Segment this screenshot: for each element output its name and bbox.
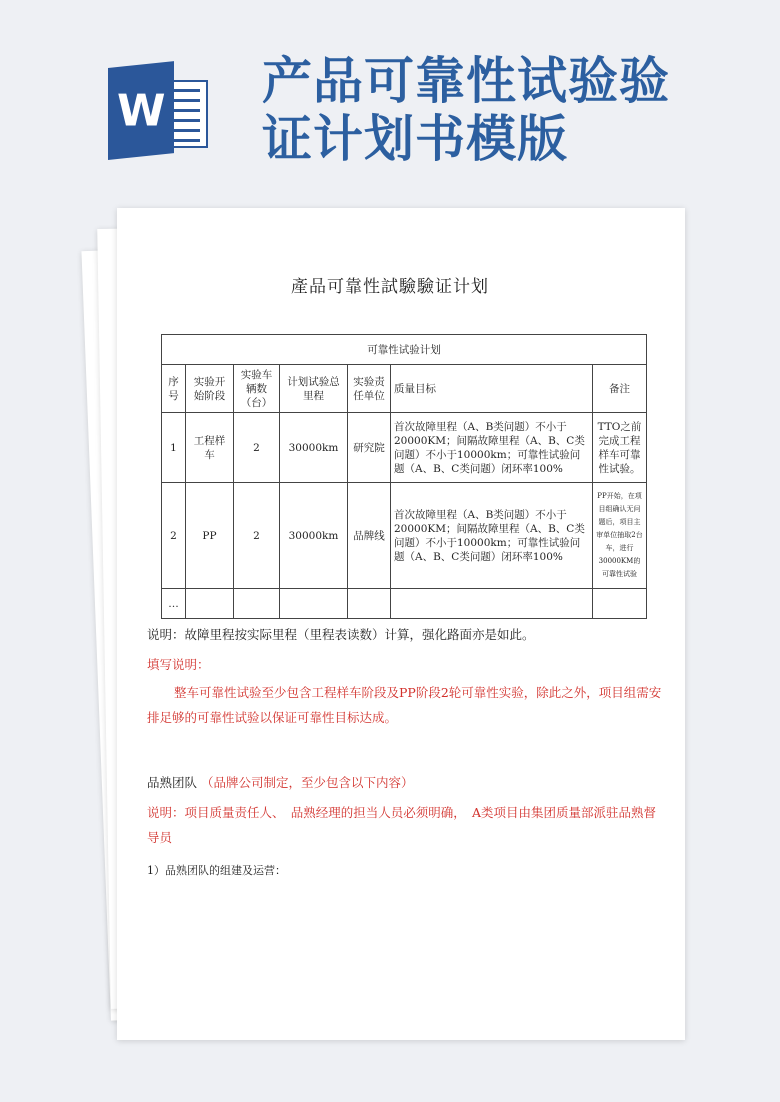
reliability-plan-table [161,334,647,619]
table-row [162,413,647,483]
fill-instructions: 整车可靠性试验至少包含工程样车阶段及PP阶段2轮可靠性实验，除此之外，项目组需安排足够的可靠性试验以保证可靠性目标达成。 [147,685,662,725]
cell-count [234,589,280,619]
header-unit: 实验责任单位 [348,365,391,413]
cell-note: PP开始，在项目组确认无问题后，项目主审单位抽取2台车，进行30000KM的可靠性试验 [593,483,647,589]
item-1-heading: 1）品熟团队的组建及运营： [147,864,286,877]
cell-stage: PP [186,483,234,589]
cell-mileage: 30000km [280,483,348,589]
fill-heading: 填写说明： [147,657,210,672]
table-row [162,589,647,619]
cell-note [593,589,647,619]
word-logo-icon [108,68,208,160]
cell-stage: 工程样车 [186,413,234,483]
cell-target: 首次故障里程（A、B类问题）不小于20000KM；间隔故障里程（A、B、C类问题）不小于10000km；可靠性试验问题（A、B、C类问题）闭环率100% [391,483,593,589]
cell-note: TTO之前完成工程样车可靠性试验。 [593,413,647,483]
cell-count: 2 [234,483,280,589]
cell-unit: 研究院 [348,413,391,483]
header-stage: 实验开始阶段 [186,365,234,413]
header-target: 质量目标 [391,365,593,413]
cell-no: … [162,589,186,619]
table-caption: 可靠性试验计划 [162,335,647,365]
team-heading-line [147,773,414,791]
cell-target: 首次故障里程（A、B类问题）不小于20000KM；间隔故障里程（A、B、C类问题）不小于10000km；可靠性试验问题（A、B、C类问题）闭环率100% [391,413,593,483]
table-row [162,483,647,589]
cell-stage [186,589,234,619]
header-note: 备注 [593,365,647,413]
cell-unit [348,589,391,619]
team-heading-note: （品牌公司制定，至少包含以下内容） [201,775,414,790]
cell-unit: 品牌线 [348,483,391,589]
banner-title: 产品可靠性试验验证计划书模版 [262,52,670,168]
word-logo-letter: W [116,85,166,137]
cell-mileage: 30000km [280,413,348,483]
team-heading: 品熟团队 [147,775,198,790]
header-no: 序号 [162,365,186,413]
paper-sheet-front [117,208,685,1040]
header-mileage: 计划试验总里程 [280,365,348,413]
document-title: 產品可靠性試驗驗证计划 [291,277,489,297]
word-w-badge [108,61,174,160]
cell-mileage [280,589,348,619]
cell-target [391,589,593,619]
cell-count: 2 [234,413,280,483]
explanation-text: 说明：故障里程按实际里程（里程表读数）计算，强化路面亦是如此。 [147,627,535,642]
team-note: 说明：项目质量责任人、 品熟经理的担当人员必须明确， A类项目由集团质量部派驻品熟督导员 [147,805,657,845]
header-count: 实验车辆数（台） [234,365,280,413]
cell-no: 1 [162,413,186,483]
cell-no: 2 [162,483,186,589]
